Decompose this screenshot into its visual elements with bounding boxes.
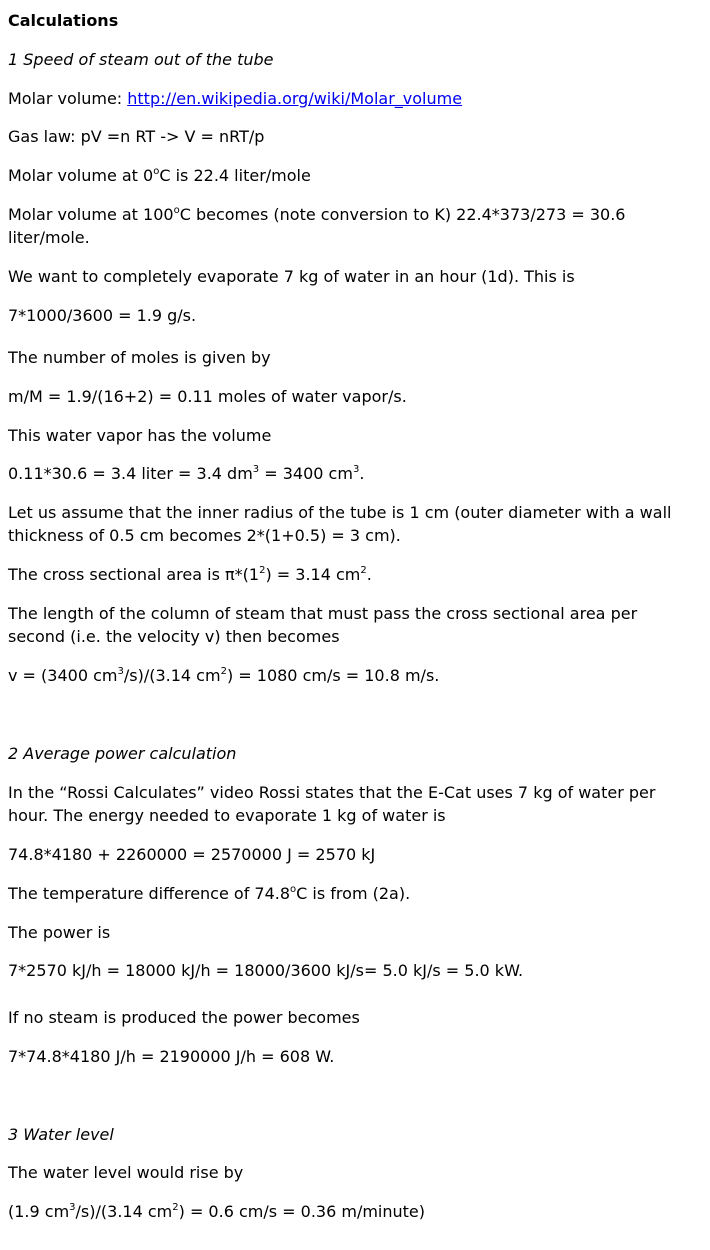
length-text: The length of the column of steam that must pass the cross sectional area per second (i.e. the velocity v) then becomes [8, 604, 638, 646]
moles-text: m/M = 1.9/(16+2) = 0.11 moles of water vapor/s. [8, 387, 407, 406]
power-text: 7*2570 kJ/h = 18000 kJ/h = 18000/3600 kJ/s= 5.0 kJ/s = 5.0 kW. [8, 961, 524, 980]
molar-volume-0c-text: Molar volume at 0$^o$C is 22.4 liter/mole [8, 165, 311, 185]
no-steam-calc-text: 7*74.8*4180 J/h = 2190000 J/h = 608 W. [8, 1047, 335, 1066]
cross-section-text: The cross sectional area is $\pi*(1^2) = 3.14$ $cm^2$. [8, 564, 372, 584]
volume-text: 0.11*30.6 = 3.4 liter = 3.4 $dm^3 = 3400$ $cm^3$. [8, 463, 365, 483]
energy-text: 74.8*4180 + 2260000 = 2570000 J = 2570 kJ [8, 845, 376, 864]
section-2-heading: 2 Average power calculation [8, 744, 237, 763]
gas-law-text: Gas law: pV =n RT -> V = nRT/p [8, 127, 265, 146]
rossi-text: In the “Rossi Calculates” video Rossi states that the E-Cat uses 7 kg of water per hour. The energy needed to evaporate 1 kg of water is [8, 783, 656, 825]
page-title: Calculations [8, 11, 119, 30]
no-steam-text: If no steam is produced the power becomes [8, 1008, 360, 1027]
velocity-text: v = (3400 $cm^3/s)/(3.14$ $cm^2) = 1080$ cm/s = 10.8 m/s. [8, 665, 440, 685]
temperature-difference-text: The temperature difference of 74.8$^o$C is from (2a). [8, 883, 411, 903]
power-intro-text: The power is [8, 923, 111, 942]
evaporate-text: We want to completely evaporate 7 kg of water in an hour (1d). This is [8, 267, 575, 286]
section-1-heading: 1 Speed of steam out of the tube [8, 50, 274, 69]
molar-volume-line [8, 87, 698, 110]
section-3-heading: 3 Water level [8, 1125, 114, 1144]
rise-text: (1.9 $cm^3/s)/(3.14$ $cm^2) = 0.6$ cm/s = 0.36 m/minute) [8, 1201, 426, 1221]
molar-volume-link[interactable]: http://en.wikipedia.org/wiki/Molar_volume [127, 89, 463, 108]
volume-intro-text: This water vapor has the volume [8, 426, 272, 445]
molar-volume-label: Molar volume: [8, 89, 128, 108]
molar-volume-100c-text: Molar volume at 100$^o$C becomes (note conversion to K) 22.4*373/273 = 30.6 liter/mole. [8, 204, 626, 247]
moles-intro-text: The number of moles is given by [8, 348, 271, 367]
radius-text: Let us assume that the inner radius of the tube is 1 cm (outer diameter with a wall thickness of 0.5 cm becomes 2*(1+0.5) = 3 cm). [8, 503, 672, 545]
rate-text: 7*1000/3600 = 1.9 g/s. [8, 306, 197, 325]
rise-intro-text: The water level would rise by [8, 1163, 244, 1182]
